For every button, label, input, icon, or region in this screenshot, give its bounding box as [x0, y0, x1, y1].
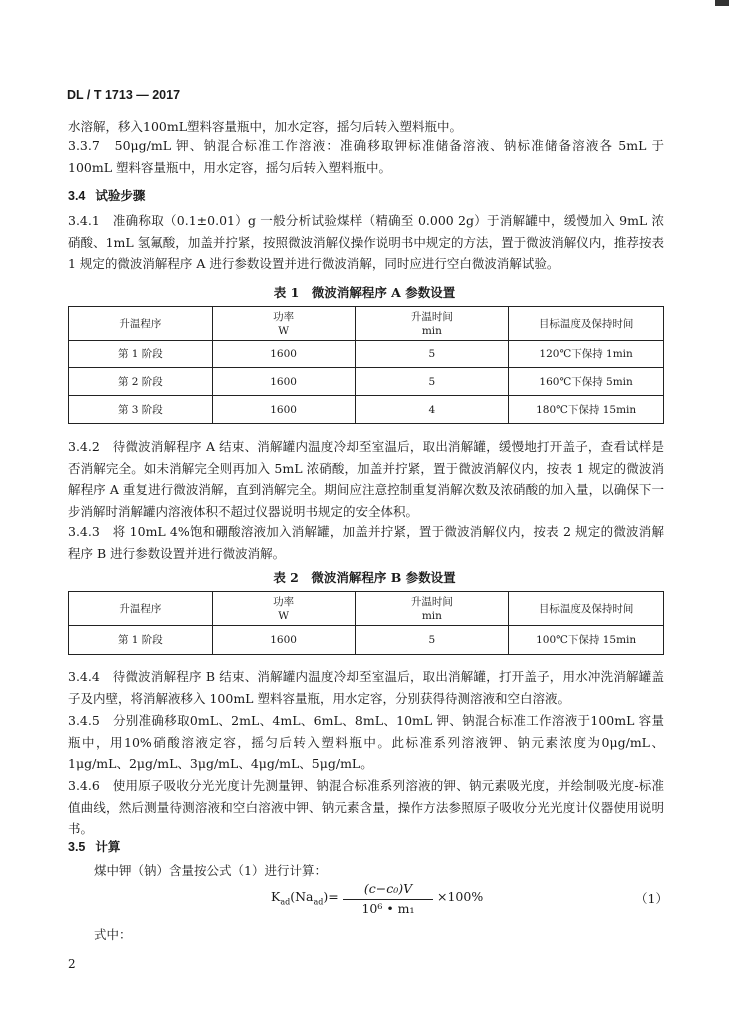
paragraph-3-4-6: 3.4.6 使用原子吸收分光光度计先测量钾、钠混合标准系列溶液的钾、钠元素吸光度，并绘制吸光度-标准值曲线，然后测量待测溶液和空白溶液中钾、钠元素含量，操作方法参照原子吸收分光光度计仪器使用说明书。 — [68, 778, 664, 836]
table2-header-cell: 升温程序 — [69, 592, 213, 626]
paragraph-3-3-7: 3.3.7 50μg/mL 钾、钠混合标准工作溶液：准确移取钾标准储备溶液、钠标准储备溶液各 5mL 于100mL 塑料容量瓶中，用水定容，摇匀后转入塑料瓶中。 — [68, 138, 664, 175]
section-title: 试验步骤 — [95, 188, 146, 203]
table-cell: 1600 — [212, 368, 355, 396]
table-cell: 1600 — [212, 626, 355, 655]
section-number: 3.5 — [68, 840, 86, 854]
table-cell: 4 — [355, 396, 509, 424]
table-row — [69, 626, 664, 655]
table-cell: 第 1 阶段 — [69, 626, 213, 655]
table1-header-cell: 升温程序 — [69, 307, 213, 341]
table-cell: 5 — [355, 626, 509, 655]
paragraph-3-4-4: 3.4.4 待微波消解程序 B 结束、消解罐内温度冷却至室温后，取出消解罐，打开盖子，用水冲洗消解罐盖子及内壁，将消解液移入 100mL 塑料容量瓶，用水定容，分别获得待测溶液和空白溶液。 — [68, 669, 664, 706]
table-cell: 1600 — [212, 341, 355, 368]
table-cell: 100℃下保持 15min — [509, 626, 664, 655]
table-cell: 5 — [355, 341, 509, 368]
equation-number: （1） — [635, 891, 668, 906]
table1-header-cell: 功率 W — [212, 307, 355, 341]
formula-fraction — [343, 880, 433, 918]
paragraph-3-4-2: 3.4.2 待微波消解程序 A 结束、消解罐内温度冷却至室温后，取出消解罐，缓慢地打开盖子，查看试样是否消解完全。如未消解完全则再加入 5mL 浓硝酸，加盖并拧紧，置于微波消解仪内，按表 1 规定的微波消解程序 A 重复进行微波消解，直到消解完全。期间应注意控制重复消解次数及浓硝酸的加入量，以确保下一步消解时消解罐内溶液体积不超过仪器说明书规定的安全体积。 — [68, 439, 664, 519]
table1-header-row — [69, 307, 664, 341]
table2 — [68, 591, 664, 655]
table-cell: 160℃下保持 5min — [509, 368, 664, 396]
section-number: 3.4 — [68, 189, 86, 203]
formula-rhs: ×100% — [437, 889, 484, 904]
table1-caption: 表 1 微波消解程序 A 参数设置 — [273, 285, 456, 300]
paragraph-3-5-intro: 煤中钾（钠）含量按公式（1）进行计算： — [94, 863, 327, 878]
table-cell: 120℃下保持 1min — [509, 341, 664, 368]
table2-header-cell: 升温时间 min — [355, 592, 509, 626]
table-row — [69, 396, 664, 424]
formula-numerator: (c−c₀)V — [343, 880, 433, 900]
formula-denominator: 10⁶ • m₁ — [361, 901, 415, 916]
paragraph-continuation: 水溶解，移入100mL塑料容量瓶中，加水定容，摇匀后转入塑料瓶中。 — [68, 119, 463, 134]
table2-header-cell: 功率 W — [212, 592, 355, 626]
formula-1 — [0, 880, 729, 920]
table-cell: 第 1 阶段 — [69, 341, 213, 368]
table1 — [68, 306, 664, 424]
table-cell: 第 2 阶段 — [69, 368, 213, 396]
table-row — [69, 368, 664, 396]
formula-lhs: $K_{ad}(Na_{ad})=$ — [271, 889, 339, 907]
table-cell: 5 — [355, 368, 509, 396]
section-title: 计算 — [95, 839, 121, 854]
table2-header-cell: 目标温度及保持时间 — [509, 592, 664, 626]
paragraph-3-4-5: 3.4.5 分别准确移取0mL、2mL、4mL、6mL、8mL、10mL 钾、钠混合标准工作溶液于100mL 容量瓶中，用10%硝酸溶液定容，摇匀后转入塑料瓶中。此标准系列溶液钾、钠元素浓度为0μg/mL、1μg/mL、2μg/mL、3μg/mL、4μg/mL、5μg/mL。 — [68, 713, 664, 771]
table2-caption: 表 2 微波消解程序 B 参数设置 — [273, 570, 456, 585]
scan-mark — [715, 0, 729, 6]
table1-header-cell: 升温时间 min — [355, 307, 509, 341]
table2-header-row — [69, 592, 664, 626]
table-row — [69, 341, 664, 368]
table-cell: 第 3 阶段 — [69, 396, 213, 424]
paragraph-where: 式中： — [94, 927, 132, 942]
page-number: 2 — [68, 957, 76, 971]
table-cell: 180℃下保持 15min — [509, 396, 664, 424]
table1-header-cell: 目标温度及保持时间 — [509, 307, 664, 341]
paragraph-3-4-3: 3.4.3 将 10mL 4%饱和硼酸溶液加入消解罐，加盖并拧紧，置于微波消解仪内，按表 2 规定的微波消解程序 B 进行参数设置并进行微波消解。 — [68, 524, 664, 561]
document-header: DL / T 1713 — 2017 — [67, 88, 181, 102]
table-cell: 1600 — [212, 396, 355, 424]
section-heading-3-4 — [68, 186, 145, 204]
section-heading-3-5 — [68, 837, 120, 855]
paragraph-3-4-1: 3.4.1 准确称取（0.1±0.01）g 一般分析试验煤样（精确至 0.000 2g）于消解罐中，缓慢加入 9mL 浓硝酸、1mL 氢氟酸，加盖并拧紧，按照微波消解仪操作说明书中规定的方法，置于微波消解仪内，推荐按表 1 规定的微波消解程序 A 进行参数设置并进行微波消解，同时应进行空白微波消解试验。 — [68, 213, 664, 271]
